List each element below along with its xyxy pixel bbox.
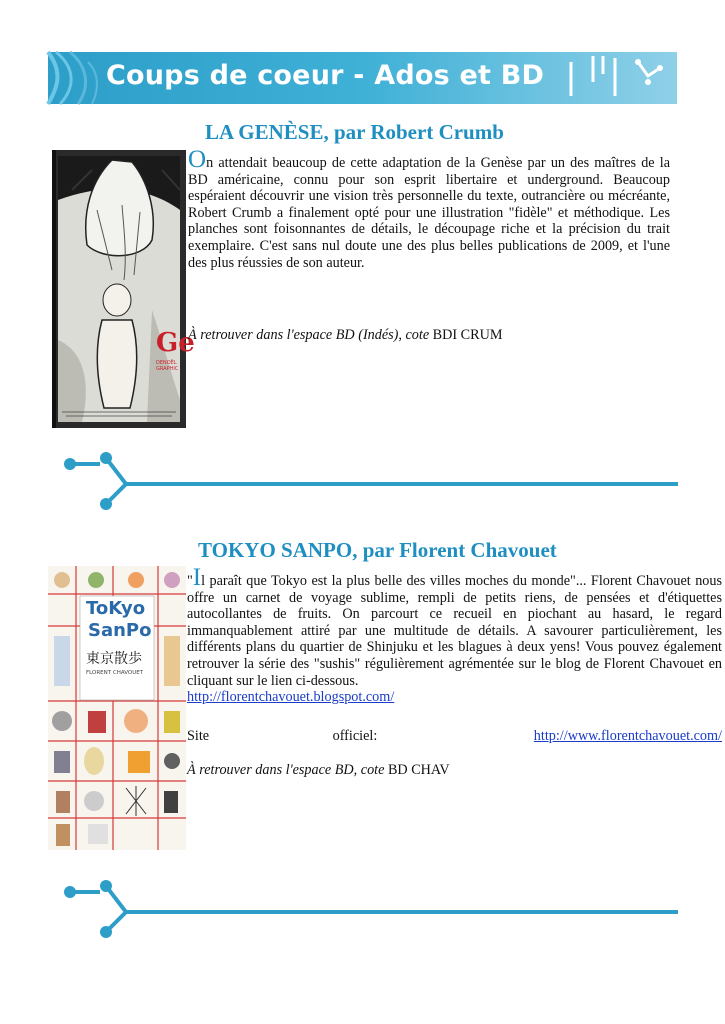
location-tokyo-sanpo (187, 762, 450, 779)
genese-cover-publisher: DENOËL GRAPHIC (156, 360, 179, 372)
article-title-genese: LA GENÈSE, par Robert Crumb (205, 120, 504, 144)
genese-cover-illustration (52, 150, 186, 428)
banner-title: Coups de coeur - Ados et BD (106, 60, 545, 91)
genese-cover-title: Ge (156, 328, 195, 358)
circuit-divider (60, 880, 680, 940)
tokyo-cover-title-1: ToKyo (86, 598, 146, 619)
circuit-divider (60, 452, 680, 512)
location-genese (188, 327, 502, 344)
article-title-tokyo-sanpo: TOKYO SANPO, par Florent Chavouet (198, 538, 557, 562)
dropcap: O (188, 146, 207, 173)
article-body-genese (188, 146, 670, 271)
location-prefix: À retrouver dans l'espace BD (Indés), cote (188, 327, 430, 343)
tokyo-cover-kanji: 東京散歩 (86, 651, 142, 667)
call-number: BDI CRUM (432, 327, 503, 343)
site-line (187, 728, 722, 745)
cover-image-tokyo-sanpo (48, 566, 186, 850)
body-text: l paraît que Tokyo est la plus belle des villes moches du monde"... Florent Chavouet nous offre un carnet de voyage sublime, rempli de petits riens, de pensées et d'étiquettes autocollantes de fruits. On parcourt ce recueil en piochant au hasard, le regard immanquablement attiré par une multitude de détails. A savourer particulièrement, les différents plans du quartier de Shinjuku et les blagues à deux yens! Vous pouvez également retrouver la série des "sushis" régulièrement agrémentée sur le blog de Florent Chavouet en cliquant sur le lien ci-dessous. (187, 573, 722, 689)
body-text: n attendait beaucoup de cette adaptation de la Genèse par un des maîtres de la BD américaine, connu pour son esprit libertaire et underground. Beaucoup espéraient découvrir une vision très personnelle du texte, outrancière ou mécréante, Robert Crumb a finalement opté pour une illustration "fidèle" et méthodique. Les planches sont foisonnantes de détails, le découpage riche et la précision du trait exemplaire. C'est sans nul doute une des plus belles publications de 2009, et l'une des plus réussies de son auteur. (188, 155, 670, 271)
article-body-tokyo-sanpo (187, 564, 722, 706)
location-prefix: À retrouver dans l'espace BD, cote (187, 762, 385, 778)
quote-mark: " (187, 573, 193, 589)
tokyo-cover-author: FLORENT CHAVOUET (86, 670, 144, 676)
dropcap: I (192, 564, 202, 591)
call-number: BD CHAV (387, 762, 450, 778)
blog-link[interactable]: http://florentchavouet.blogspot.com/ (187, 689, 395, 706)
cover-image-genese (52, 150, 195, 428)
header-banner (48, 52, 677, 104)
tokyo-cover-title-2: SanPo (88, 620, 152, 641)
site-label: Site officiel: (187, 728, 378, 744)
site-link[interactable]: http://www.florentchavouet.com/ (533, 728, 722, 744)
